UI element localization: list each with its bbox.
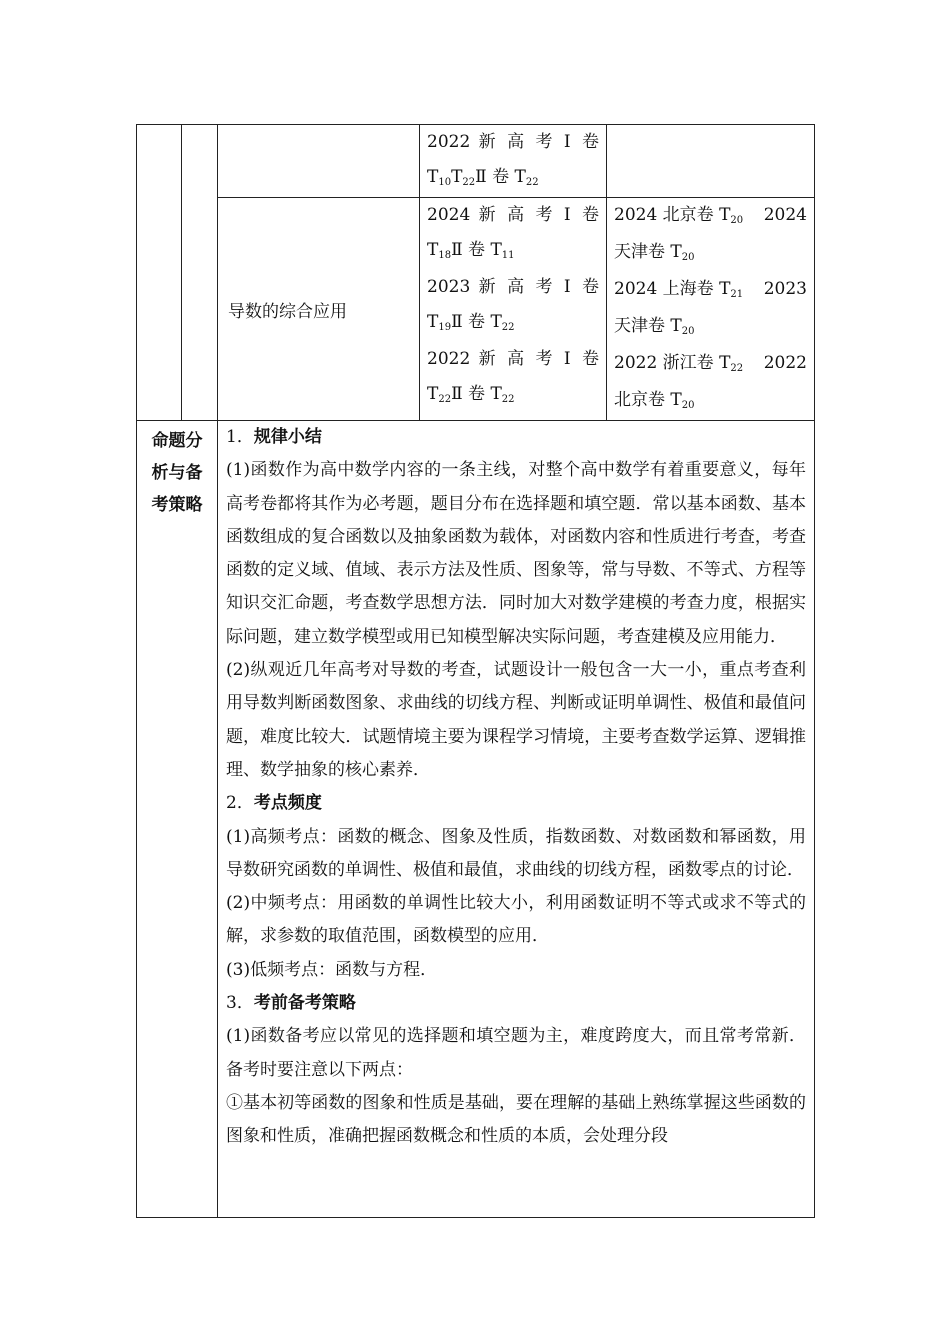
outer-label-cell xyxy=(137,125,182,421)
local-exam-cell xyxy=(607,198,815,421)
analysis-content-cell xyxy=(218,421,815,1218)
exam-line: 天津卷 T20 xyxy=(614,242,695,263)
label-line: 析与备 xyxy=(151,463,203,483)
paragraph: ①基本初等函数的图象和性质是基础，要在理解的基础上熟练掌握这些函数的图象和性质，准确把握函数概念和性质的本质，会处理分段 xyxy=(226,1092,806,1147)
section-heading: 2．考点频度 xyxy=(226,793,322,814)
topic-label: 导数的综合应用 xyxy=(228,301,347,322)
paragraph: (2)中频考点：用函数的单调性比较大小，利用函数证明不等式或求不等式的解，求参数的取值范围，函数模型的应用． xyxy=(226,893,806,947)
exam-line: 天津卷 T20 xyxy=(614,316,695,337)
exam-line: 2022 新 高 考 Ⅰ 卷 xyxy=(427,132,600,152)
exam-analysis-table xyxy=(136,124,815,1218)
exam-line: 2023 新 高 考 Ⅰ 卷 xyxy=(427,277,599,297)
paragraph: (3)低频考点：函数与方程． xyxy=(226,959,438,980)
section-heading: 3．考前备考策略 xyxy=(226,993,356,1014)
label-line: 考策略 xyxy=(151,495,203,515)
exam-line: 北京卷 T20 xyxy=(614,390,695,411)
analysis-label-cell xyxy=(137,421,218,1218)
topic-cell xyxy=(218,198,420,421)
table-row xyxy=(137,421,815,1218)
exam-line: T22Ⅱ 卷 T22 xyxy=(427,384,515,405)
paragraph: (1)函数作为高中数学内容的一条主线，对整个高中数学有着重要意义，每年高考卷都将其作为必考题，题目分布在选择题和填空题．常以基本函数、基本函数组成的复合函数以及抽象函数为载体，对函数内容和性质进行考查，考查函数的定义域、值域、表示方法及性质、图象等，常与导数、不等式、方程等知识交汇命题，考查数学思想方法．同时加大对数学建模的考查力度，根据实际问题，建立数学模型或用已知模型解决实际问题，考查建模及应用能力． xyxy=(226,460,806,647)
exam-line: 2024 新 高 考 Ⅰ 卷 xyxy=(427,205,599,225)
exam-line: 2022 浙江卷 T22 2022 xyxy=(614,353,807,374)
exam-line: T18Ⅱ 卷 T11 xyxy=(427,240,515,261)
table-row xyxy=(137,198,815,421)
topic-cell xyxy=(218,125,420,198)
local-exam-cell xyxy=(607,125,815,198)
exam-line: 2024 北京卷 T20 2024 xyxy=(614,205,807,226)
national-exam-cell xyxy=(420,198,607,421)
exam-line: T10T22Ⅱ 卷 T22 xyxy=(427,167,539,188)
table-row xyxy=(137,125,815,198)
sub-label-cell xyxy=(182,125,218,421)
exam-line: T19Ⅱ 卷 T22 xyxy=(427,312,515,333)
paragraph: (1)函数备考应以常见的选择题和填空题为主，难度跨度大，而且常考常新．备考时要注意以下两点： xyxy=(226,1026,806,1080)
label-line: 命题分 xyxy=(151,431,203,451)
paragraph: (2)纵观近几年高考对导数的考查，试题设计一般包含一大一小，重点考查利用导数判断函数图象、求曲线的切线方程、判断或证明单调性、极值和最值问题，难度比较大．试题情境主要为课程学习情境，主要考查数学运算、逻辑推理、数学抽象的核心素养． xyxy=(226,660,806,780)
national-exam-cell xyxy=(420,125,607,198)
paragraph: (1)高频考点：函数的概念、图象及性质，指数函数、对数函数和幂函数，用导数研究函数的单调性、极值和最值，求曲线的切线方程，函数零点的讨论． xyxy=(226,826,806,880)
exam-line: 2024 上海卷 T21 2023 xyxy=(614,279,807,300)
exam-line: 2022 新 高 考 Ⅰ 卷 xyxy=(427,349,599,369)
section-heading: 1．规律小结 xyxy=(226,427,322,447)
